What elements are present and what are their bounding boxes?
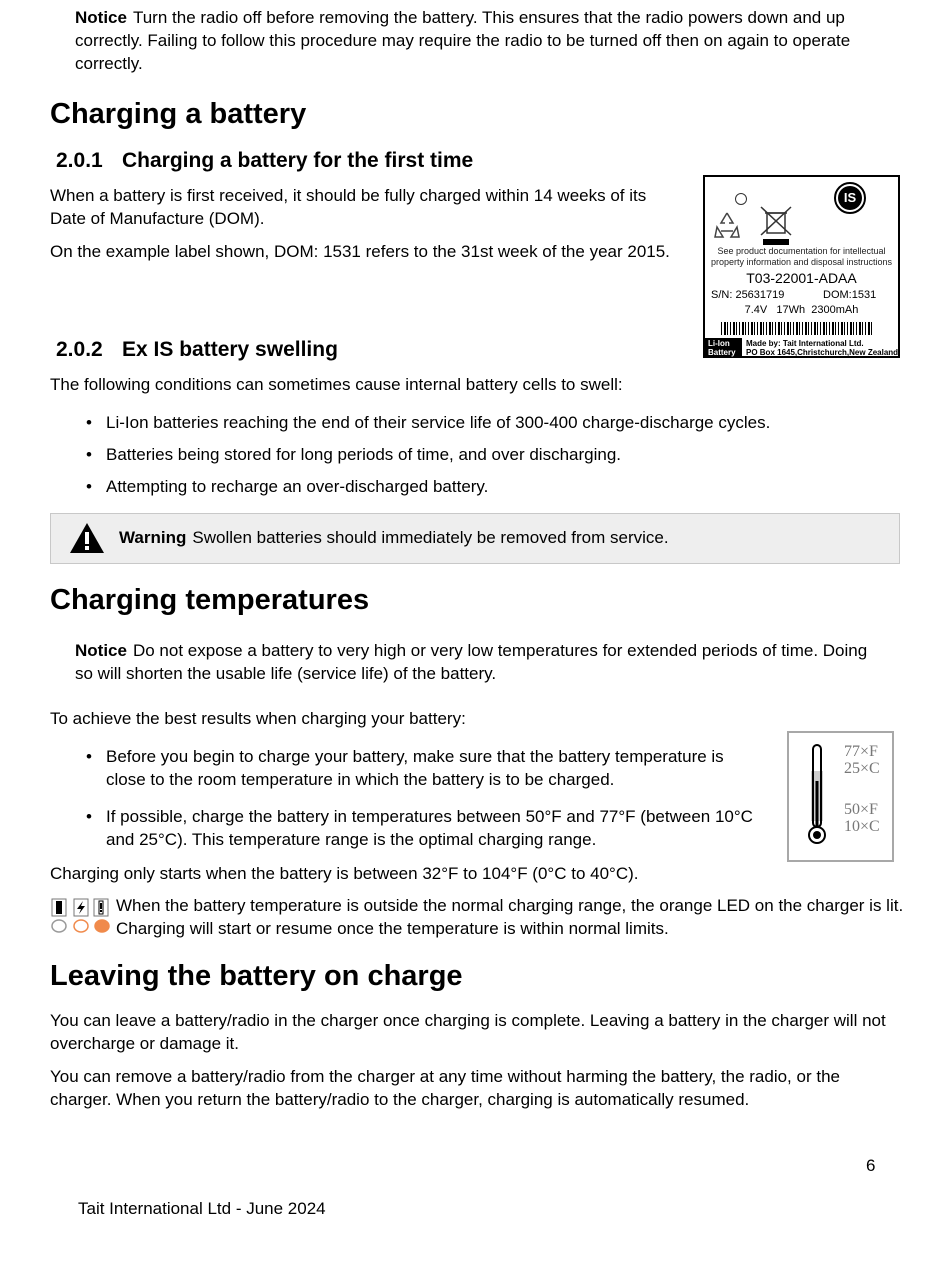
battery-type-line-2: Battery bbox=[708, 348, 736, 357]
barcode bbox=[721, 322, 873, 335]
maker-line-2: PO Box 1645,Christchurch,New Zealand bbox=[746, 348, 899, 357]
battery-type-line-1: Li-Ion bbox=[708, 339, 730, 348]
heading-charging-a-battery: Charging a battery bbox=[50, 98, 307, 130]
label-notice-line-1: See product documentation for intellectual bbox=[717, 246, 886, 256]
notice-label: Notice bbox=[75, 641, 127, 660]
thermometer-low-values bbox=[844, 801, 880, 835]
battery-status-icon bbox=[50, 897, 114, 917]
notice-label: Notice bbox=[75, 8, 127, 27]
is-certification-icon bbox=[834, 182, 866, 214]
crossed-bin-icon bbox=[757, 203, 795, 247]
section-number: 2.0.1 bbox=[56, 149, 103, 172]
list-swelling-causes bbox=[50, 411, 900, 498]
maker-line-1: Made by: Tait International Ltd. bbox=[746, 339, 864, 348]
paragraph-led-status: When the battery temperature is outside the normal charging range, the orange LED on the charger is lit. Charging will start or resume once the temperature is within normal limits. bbox=[116, 896, 904, 938]
high-celsius: 25×C bbox=[844, 760, 880, 777]
list-item: • Before you begin to charge your battery, make sure that the battery temperature is close to the room temperature in which the battery is to be charged. bbox=[50, 745, 765, 791]
recycle-icon bbox=[711, 209, 743, 241]
paragraph-dom-example: On the example label shown, DOM: 1531 refers to the 31st week of the year 2015. bbox=[50, 242, 670, 261]
paragraph-remove-from-charger: You can remove a battery/radio from the charger at any time without harming the battery, the radio, or the charger. When you return the battery/radio to the charger, charging is automatically resumed. bbox=[50, 1067, 840, 1109]
notice-text: Do not expose a battery to very high or very low temperatures for extended periods of time. Doing so will shorten the usable life (service life) of the battery. bbox=[75, 641, 868, 683]
list-item: • If possible, charge the battery in temperatures between 50°F and 77°F (between 10°C and 25°C). This temperature range is the optimal charging range. bbox=[50, 805, 765, 851]
list-item: • Batteries being stored for long periods of time, and over discharging. bbox=[50, 443, 900, 466]
heading-leaving-on-charge: Leaving the battery on charge bbox=[50, 960, 463, 992]
label-battery-type bbox=[705, 338, 742, 358]
thermometer-icon bbox=[799, 741, 835, 855]
thermometer-image bbox=[787, 731, 894, 862]
charger-status-icons bbox=[50, 897, 114, 937]
warning-label: Warning bbox=[119, 528, 187, 547]
paragraph-charging-range: Charging only starts when the battery is between 32°F to 104°F (0°C to 40°C). bbox=[50, 864, 639, 883]
notice-turn-off-radio bbox=[75, 6, 905, 75]
list-item: • Attempting to recharge an over-discharged battery. bbox=[50, 475, 900, 498]
subheading-first-time bbox=[56, 148, 473, 174]
paragraph-first-charge: When a battery is first received, it should be fully charged within 14 weeks of its Date of Manufacture (DOM). bbox=[50, 186, 647, 228]
label-model-number: T03-22001-ADAA bbox=[746, 270, 857, 286]
label-notice-line-2: property information and disposal instructions bbox=[710, 257, 893, 267]
list-charging-tips bbox=[50, 745, 765, 851]
heading-charging-temperatures: Charging temperatures bbox=[50, 584, 370, 616]
led-indicator-icon bbox=[50, 918, 114, 934]
warning-triangle-icon bbox=[69, 522, 105, 554]
low-fahrenheit: 50×F bbox=[844, 801, 878, 818]
list-item: • Li-Ion batteries reaching the end of their service life of 300-400 charge-discharge cycles. bbox=[50, 411, 900, 434]
small-circle-icon bbox=[735, 193, 747, 205]
paragraph-best-results: To achieve the best results when charging your battery: bbox=[50, 709, 466, 728]
battery-label-image bbox=[703, 175, 900, 358]
high-fahrenheit: 77×F bbox=[844, 743, 878, 760]
warning-text-line bbox=[119, 526, 889, 549]
subheading-battery-swelling bbox=[56, 337, 338, 363]
paragraph-leave-in-charger: You can leave a battery/radio in the charger once charging is complete. Leaving a battery in the charger will not overcharge or damage it. bbox=[50, 1011, 886, 1053]
notice-temperature bbox=[75, 639, 875, 685]
warning-box bbox=[50, 513, 900, 564]
is-mark: IS bbox=[838, 186, 862, 210]
section-title: Ex IS battery swelling bbox=[122, 338, 338, 361]
label-specs: 7.4V 17Wh 2300mAh bbox=[744, 304, 859, 316]
label-manufacturer bbox=[746, 339, 898, 357]
footer-company-date: Tait International Ltd - June 2024 bbox=[78, 1199, 326, 1218]
label-serial-number: S/N: 25631719 bbox=[711, 289, 785, 301]
thermometer-high-values bbox=[844, 743, 880, 777]
label-dom: DOM:1531 bbox=[823, 289, 877, 301]
section-number: 2.0.2 bbox=[56, 338, 103, 361]
page-number: 6 bbox=[866, 1156, 876, 1175]
paragraph-swelling-intro: The following conditions can sometimes cause internal battery cells to swell: bbox=[50, 375, 623, 394]
notice-text: Turn the radio off before removing the battery. This ensures that the radio powers down and up correctly. Failing to follow this procedure may require the radio to be turned off then on again to operate correctly. bbox=[75, 8, 851, 73]
warning-text: Swollen batteries should immediately be removed from service. bbox=[192, 528, 669, 547]
low-celsius: 10×C bbox=[844, 818, 880, 835]
section-title: Charging a battery for the first time bbox=[122, 149, 474, 172]
